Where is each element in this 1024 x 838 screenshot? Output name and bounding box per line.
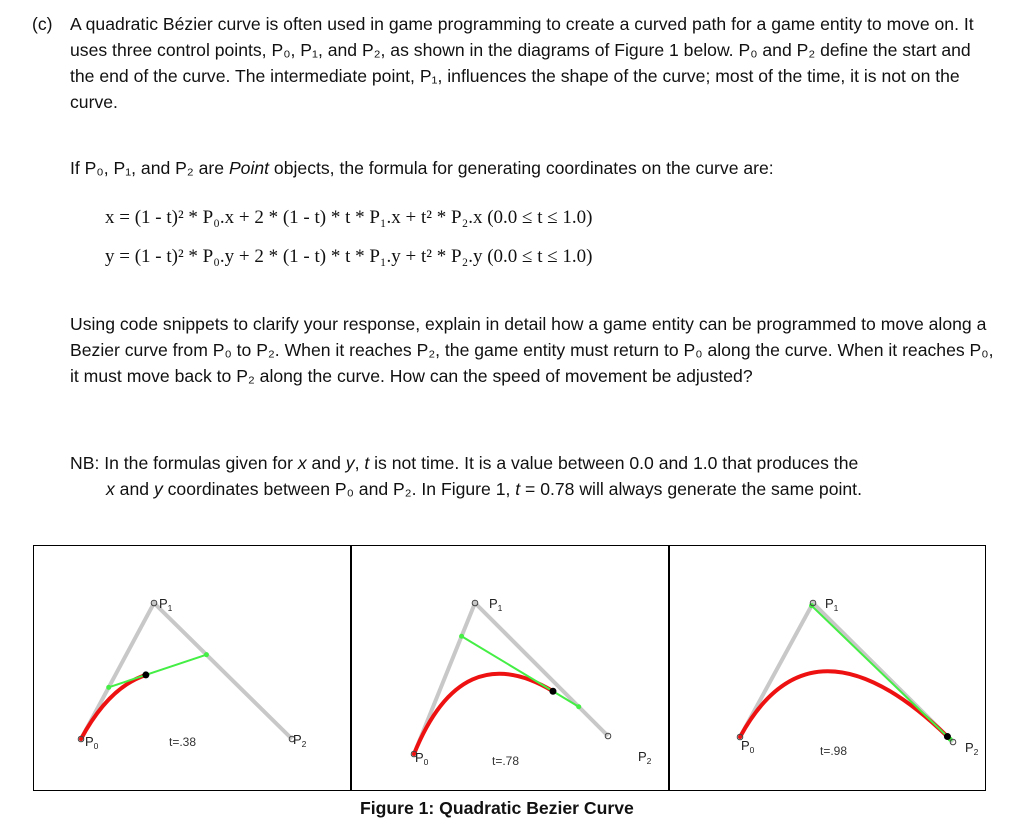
- nb-note: [70, 450, 1000, 502]
- formula-y: y = (1 - t)² * P₀.y + 2 * (1 - t) * t * P₁.y + t² * P₂.y (0.0 ≤ t ≤ 1.0): [105, 246, 593, 267]
- formula-x: x = (1 - t)² * P₀.x + 2 * (1 - t) * t * P₁.x + t² * P₂.x (0.0 ≤ t ≤ 1.0): [105, 207, 593, 228]
- formula-intro-emphasis: Point: [228, 158, 270, 178]
- curve-point: [549, 688, 556, 695]
- tangent-endpoint: [459, 634, 464, 639]
- curve-point: [142, 671, 149, 678]
- control-point-subscript: 1: [167, 603, 173, 613]
- question-intro-text: A quadratic Bézier curve is often used in game programming to create a curved path for a game entity to move on. It uses three control points, P₀, P₁, and P₂, as shown in the diagrams of Figure 1 below. P₀ and P₂ define the start and the end of the curve. The intermediate point, P₁, influences the shape of the curve; most of the time, it is not on the curve.: [70, 14, 974, 112]
- control-point-subscript: 1: [497, 603, 503, 613]
- bezier-panel-2: [352, 546, 668, 790]
- control-polygon: [414, 603, 608, 754]
- control-point-subscript: 2: [973, 747, 979, 757]
- nb-var: t: [515, 479, 521, 499]
- control-point-label: $P_0$: [741, 738, 755, 755]
- figure-1: [33, 545, 986, 791]
- bezier-diagram-1: [34, 546, 350, 792]
- formula-intro-end: objects, the formula for generating coordinates on the curve are:: [269, 158, 774, 178]
- control-point-subscript: 0: [423, 757, 429, 767]
- control-point-subscript: 2: [301, 739, 307, 749]
- bezier-panel-3: [670, 546, 985, 790]
- nb-part: coordinates between P₀ and P₂. In Figure 1,: [162, 479, 516, 499]
- nb-var: x: [297, 453, 307, 473]
- control-point-label: $P_1$: [159, 596, 173, 613]
- control-point-label: $P_2$: [293, 732, 307, 749]
- figure-caption: Figure 1: Quadratic Bezier Curve: [360, 798, 634, 818]
- bezier-curve-segment: [414, 674, 553, 754]
- control-point-label: $P_0$: [415, 750, 429, 767]
- nb-var: x: [106, 479, 115, 499]
- nb-part: = 0.78 will always generate the same point.: [520, 479, 862, 499]
- t-value-label: t=.78: [492, 754, 520, 768]
- nb-var: y: [153, 479, 163, 499]
- tangent-endpoint: [106, 685, 111, 690]
- bezier-diagram-3: [670, 546, 985, 792]
- curve-point: [944, 733, 951, 740]
- control-point-label: $P_1$: [489, 596, 503, 613]
- bezier-diagram-2: [352, 546, 668, 792]
- nb-var: y: [345, 453, 355, 473]
- formula-intro-start: If P₀, P₁, and P₂ are: [70, 158, 229, 178]
- nb-part: and: [114, 479, 154, 499]
- control-point-subscript: 1: [833, 603, 839, 613]
- control-point-label: $P_0$: [85, 734, 99, 751]
- task-text: Using code snippets to clarify your response, explain in detail how a game entity can be programmed to move along a Bezier curve from P₀ to P₂. When it reaches P₂, the game entity must return to P₀ along the curve. When it reaches P₀, it must move back to P₂ along the curve. How can the speed of movement be adjusted?: [70, 314, 994, 386]
- t-value-label: t=.98: [820, 744, 848, 758]
- question-label: (c): [32, 14, 53, 34]
- nb-part: NB: In the formulas given for: [70, 453, 298, 473]
- formula-intro: [70, 155, 1000, 181]
- control-point-subscript: 0: [93, 741, 99, 751]
- question-intro: [32, 11, 1000, 115]
- tangent-endpoint: [204, 652, 209, 657]
- control-point-label: $P_1$: [825, 596, 839, 613]
- nb-part: ,: [354, 453, 365, 473]
- nb-part: and: [306, 453, 346, 473]
- control-point-label: $P_2$: [965, 740, 979, 757]
- control-point-label: $P_2$: [638, 749, 652, 766]
- tangent-endpoint: [576, 704, 581, 709]
- nb-part: is not time. It is a value between 0.0 and 1.0 that produces the: [369, 453, 859, 473]
- t-value-label: t=.38: [169, 735, 197, 749]
- bezier-curve-segment: [81, 675, 146, 739]
- nb-var: t: [364, 453, 370, 473]
- control-polygon: [81, 603, 292, 739]
- control-point-subscript: 0: [749, 745, 755, 755]
- control-point-subscript: 2: [646, 756, 652, 766]
- bezier-panel-1: [34, 546, 350, 790]
